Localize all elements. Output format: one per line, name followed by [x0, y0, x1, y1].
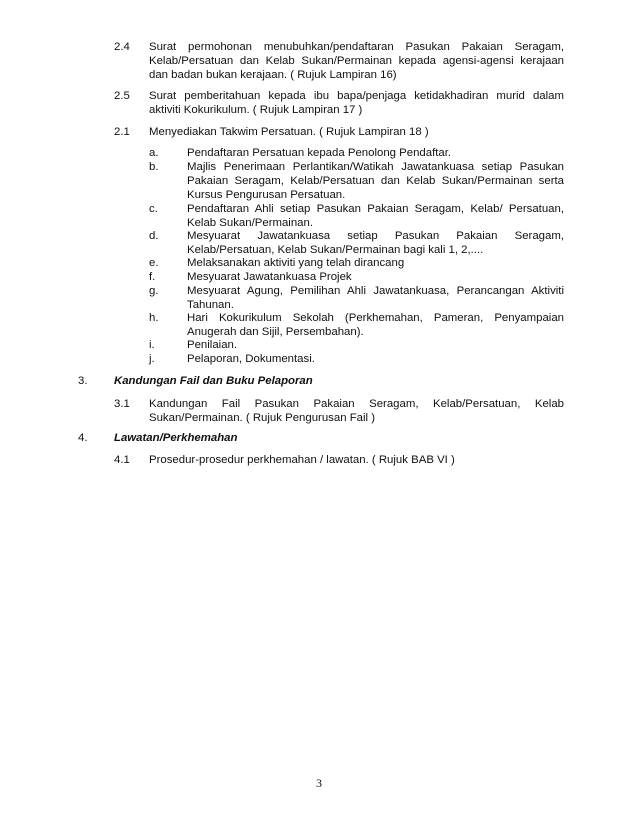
section-title: Lawatan/Perkhemahan	[114, 432, 238, 444]
item-number: 2.5	[114, 90, 130, 102]
list-item	[114, 397, 564, 425]
sub-list-item	[149, 146, 564, 160]
item-number: 4.1	[114, 454, 130, 466]
sub-list-item	[149, 229, 564, 257]
item-text: Pendaftaran Persatuan kepada Penolong Pendaftar.	[187, 147, 452, 159]
item-letter: e.	[149, 257, 159, 269]
item-letter: j.	[149, 353, 155, 365]
item-text: Mesyuarat Jawatankuasa setiap Pasukan Pakaian Seragam, Kelab/Persatuan, Kelab Sukan/Permainan bagi kali 1, 2,....	[187, 230, 564, 256]
section-number: 3.	[78, 375, 88, 387]
section-title: Kandungan Fail dan Buku Pelaporan	[114, 375, 313, 387]
list-item	[114, 453, 564, 467]
item-letter: a.	[149, 147, 159, 159]
item-letter: g.	[149, 285, 159, 297]
sub-list-item	[149, 284, 564, 312]
item-letter: i.	[149, 339, 155, 351]
page-number: 3	[316, 776, 322, 790]
sub-list-item	[149, 270, 564, 284]
item-number: 3.1	[114, 398, 130, 410]
item-text: Surat pemberitahuan kepada ibu bapa/penjaga ketidakhadiran murid dalam aktiviti Kokurikulum. ( Rujuk Lampiran 17 )	[149, 90, 564, 116]
item-text: Melaksanakan aktiviti yang telah dirancang	[187, 257, 405, 269]
item-text: Mesyuarat Jawatankuasa Projek	[187, 271, 352, 283]
item-text: Pelaporan, Dokumentasi.	[187, 353, 315, 365]
item-text: Surat permohonan menubuhkan/pendaftaran Pasukan Pakaian Seragam, Kelab/Persatuan dan Kelab Sukan/Permainan kepada agensi-agensi kerajaan dan badan bukan kerajaan. ( Rujuk Lampiran 16)	[149, 41, 564, 81]
list-item	[114, 40, 564, 82]
item-text: Hari Kokurikulum Sekolah (Perkhemahan, Pameran, Penyampaian Anugerah dan Sijil, Persembahan).	[187, 312, 564, 338]
item-number: 2.4	[114, 41, 130, 53]
section-heading	[78, 431, 564, 445]
list-item	[114, 89, 564, 117]
section-heading	[78, 374, 564, 388]
sub-list-item	[149, 160, 564, 202]
item-letter: b.	[149, 161, 159, 173]
item-text: Pendaftaran Ahli setiap Pasukan Pakaian Seragam, Kelab/ Persatuan, Kelab Sukan/Permainan.	[187, 203, 564, 229]
item-text: Prosedur-prosedur perkhemahan / lawatan. ( Rujuk BAB VI )	[149, 454, 455, 466]
sub-list-item	[149, 352, 564, 366]
sub-list-item	[149, 338, 564, 352]
list-item	[114, 125, 564, 139]
item-text: Kandungan Fail Pasukan Pakaian Seragam, Kelab/Persatuan, Kelab Sukan/Permainan. ( Rujuk Pengurusan Fail )	[149, 398, 564, 424]
item-letter: d.	[149, 230, 159, 242]
sub-list-item	[149, 311, 564, 339]
item-letter: f.	[149, 271, 156, 283]
item-number: 2.1	[114, 126, 130, 138]
item-text: Majlis Penerimaan Perlantikan/Watikah Jawatankuasa setiap Pasukan Pakaian Seragam, Kelab/Persatuan dan Kelab Sukan/Permainan serta Kursus Pengurusan Persatuan.	[187, 161, 564, 201]
item-text: Mesyuarat Agung, Pemilihan Ahli Jawatankuasa, Perancangan Aktiviti Tahunan.	[187, 285, 564, 311]
sub-list-item	[149, 202, 564, 230]
item-letter: c.	[149, 203, 158, 215]
item-letter: h.	[149, 312, 159, 324]
section-number: 4.	[78, 432, 88, 444]
item-text: Menyediakan Takwim Persatuan. ( Rujuk Lampiran 18 )	[149, 126, 429, 138]
item-text: Penilaian.	[187, 339, 238, 351]
sub-list-item	[149, 256, 564, 270]
